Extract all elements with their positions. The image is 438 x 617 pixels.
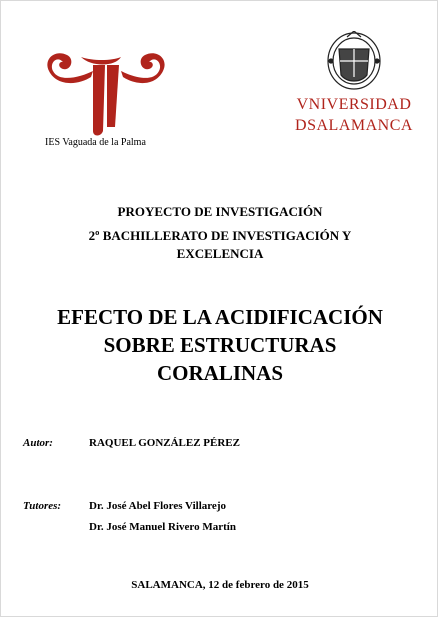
- tutor-name: Dr. José Abel Flores Villarejo: [89, 500, 226, 512]
- program-heading-line1: 2º BACHILLERATO DE INVESTIGACIÓN Y: [88, 228, 352, 243]
- tutor-name: Dr. José Manuel Rivero Martín: [89, 521, 236, 533]
- tutors-label: Tutores:: [23, 500, 62, 512]
- ies-logo-icon: [41, 41, 171, 149]
- university-name-line2: DSALAMANCA: [295, 117, 413, 134]
- ies-caption: IES Vaguada de la Palma: [45, 137, 146, 148]
- place-date: SALAMANCA, 12 de febrero de 2015: [131, 579, 309, 591]
- title-line3: CORALINAS: [156, 361, 284, 385]
- title-line2: SOBRE ESTRUCTURAS: [103, 333, 337, 357]
- document-title: [1, 303, 438, 387]
- program-heading-line2: EXCELENCIA: [176, 246, 264, 261]
- author-label: Autor:: [23, 437, 53, 449]
- title-line1: EFECTO DE LA ACIDIFICACIÓN: [57, 305, 383, 329]
- author-name: RAQUEL GONZÁLEZ PÉREZ: [89, 437, 240, 449]
- project-heading: PROYECTO DE INVESTIGACIÓN: [117, 204, 323, 219]
- university-name-line1: VNIVERSIDAD: [296, 96, 412, 113]
